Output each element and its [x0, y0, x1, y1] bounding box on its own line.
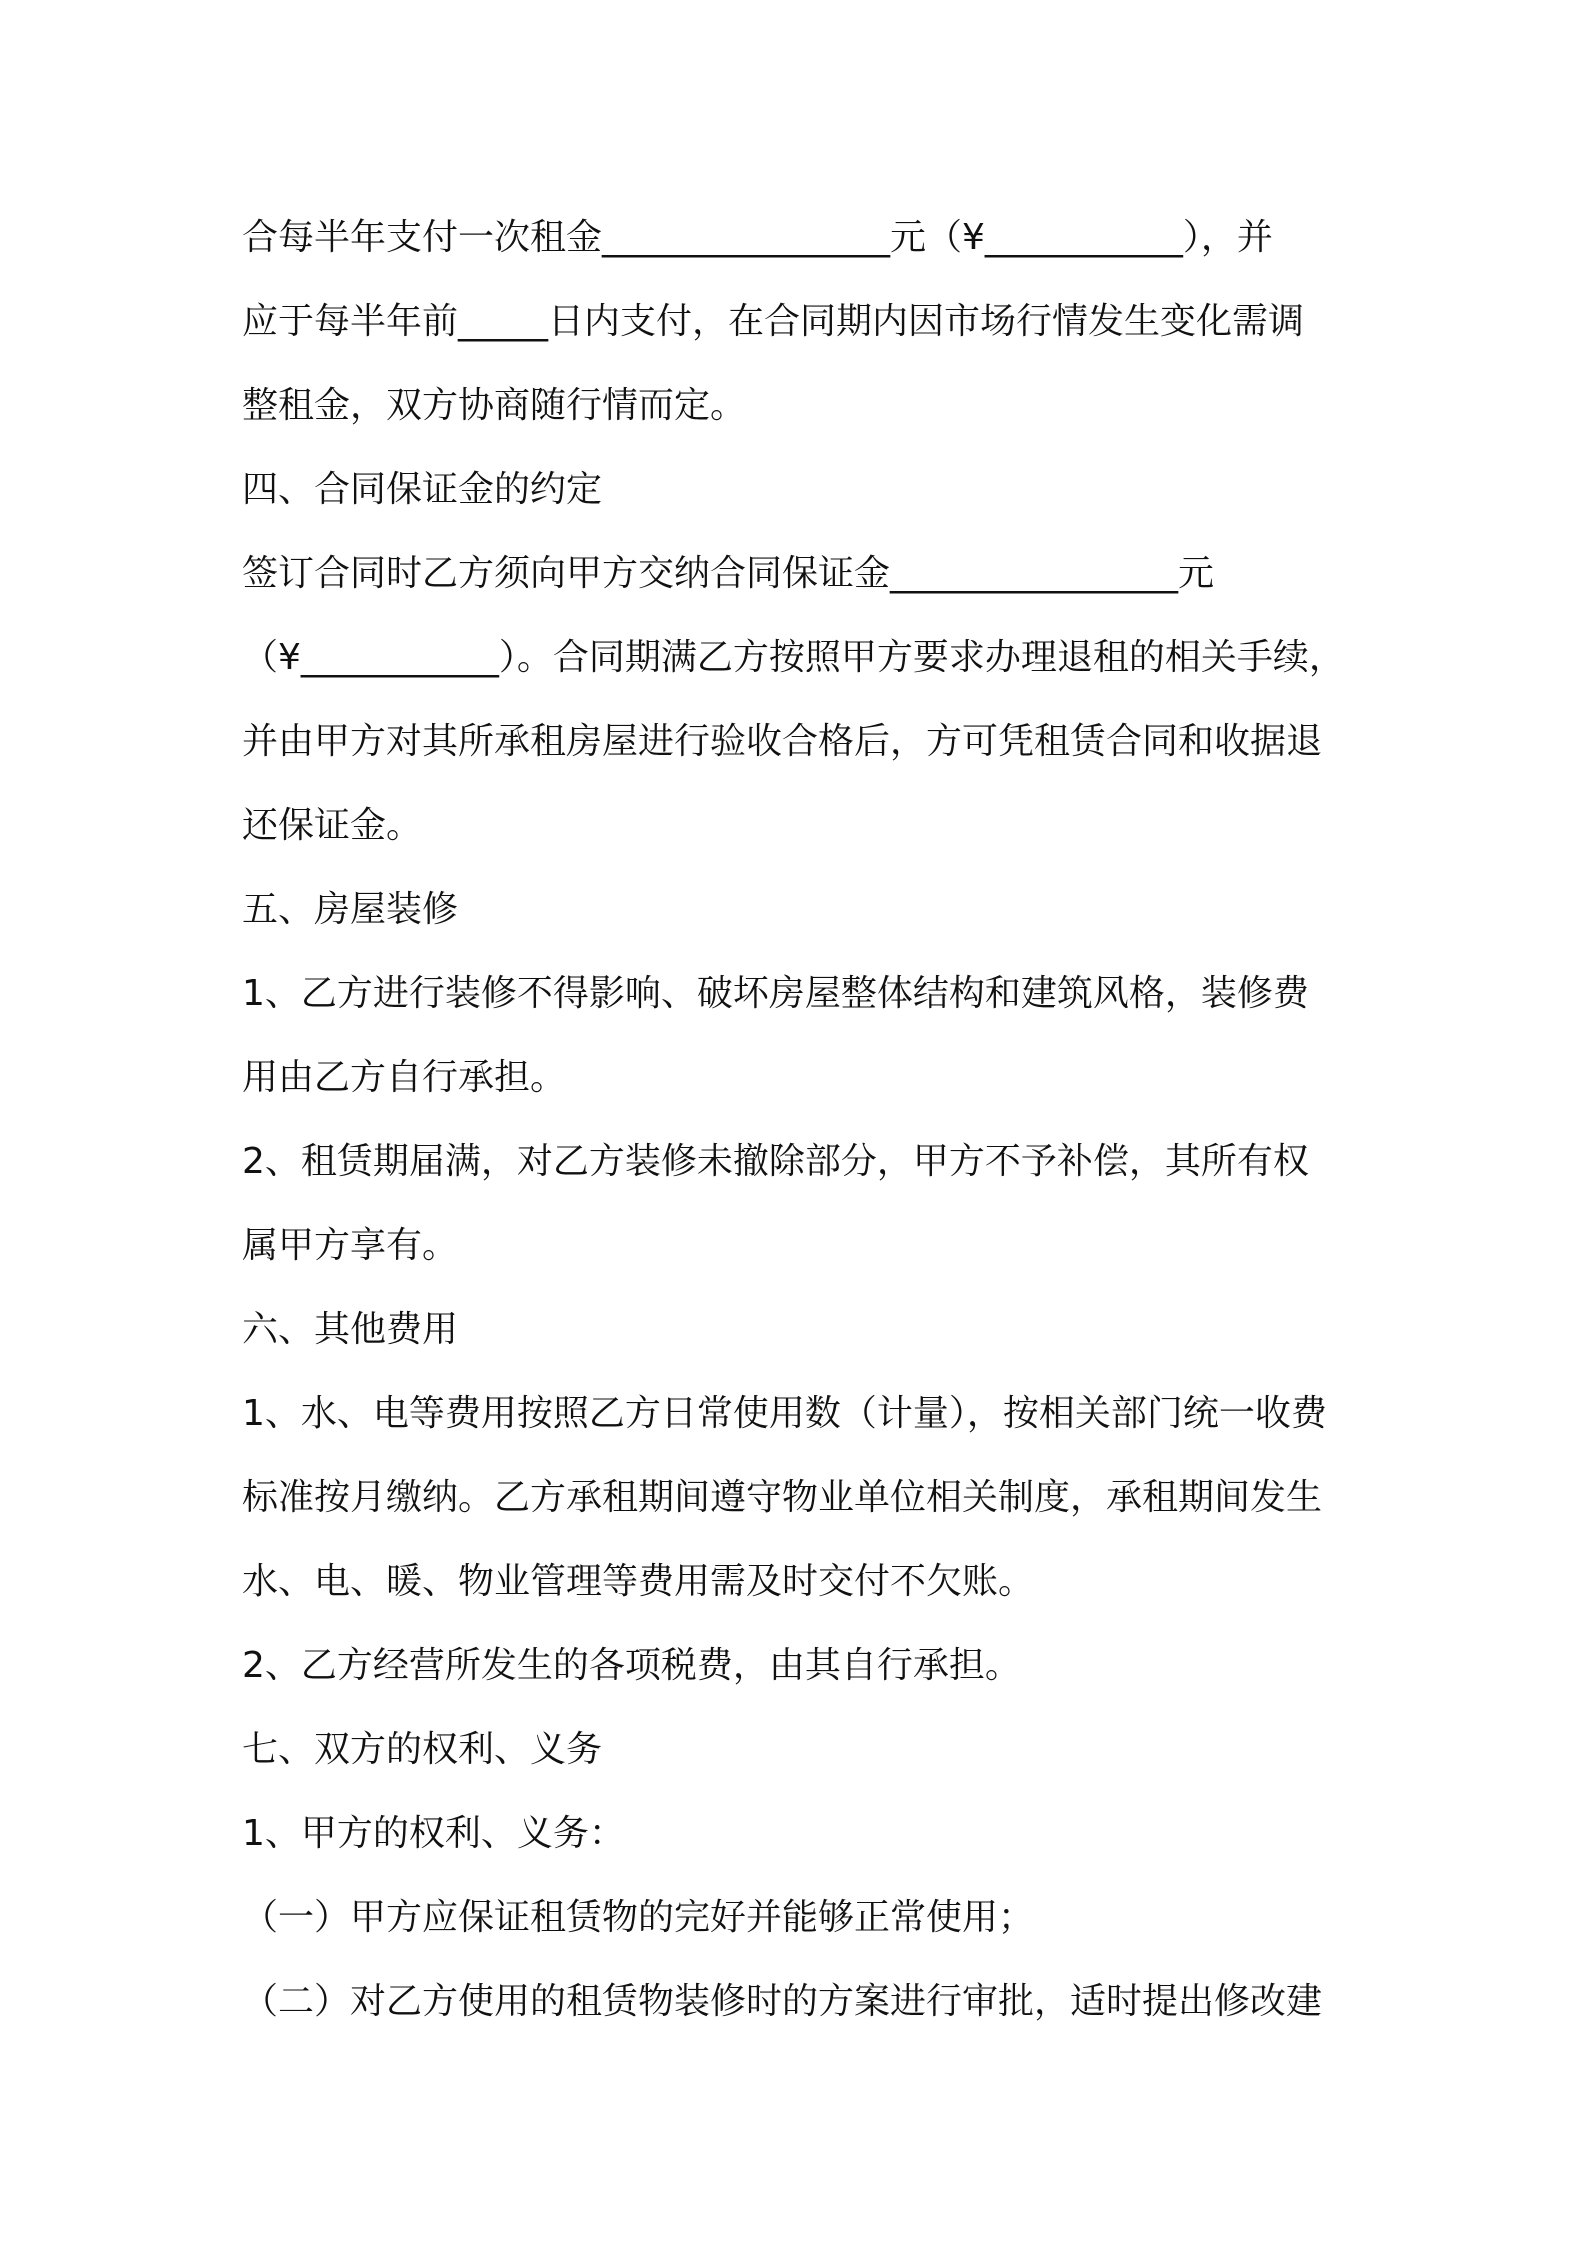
paragraph-line: 整租金，双方协商随行情而定。 — [242, 385, 747, 426]
paragraph-line: 2、乙方经营所发生的各项税费，由其自行承担。 — [242, 1645, 1021, 1686]
paragraph-line: （一）甲方应保证租赁物的完好并能够正常使用； — [242, 1897, 1035, 1938]
paragraph-line: 还保证金。 — [242, 805, 423, 846]
paragraph-line: （¥___________）。合同期满乙方按照甲方要求办理退租的相关手续， — [242, 637, 1345, 678]
paragraph-line: 2、租赁期届满，对乙方装修未撤除部分，甲方不予补偿，其所有权 — [242, 1141, 1309, 1182]
section-heading-renovation: 五、房屋装修 — [242, 889, 459, 930]
paragraph-line: 标准按月缴纳。乙方承租期间遵守物业单位相关制度，承租期间发生 — [242, 1477, 1323, 1518]
paragraph-line: 水、电、暖、物业管理等费用需及时交付不欠账。 — [242, 1561, 1035, 1602]
contract-body — [242, 196, 1362, 2044]
paragraph-line: 签订合同时乙方须向甲方交纳合同保证金________________元 — [242, 553, 1215, 594]
section-heading-other-fees: 六、其他费用 — [242, 1309, 459, 1350]
section-heading-deposit: 四、合同保证金的约定 — [242, 469, 603, 510]
paragraph-line: 并由甲方对其所承租房屋进行验收合格后，方可凭租赁合同和收据退 — [242, 721, 1323, 762]
paragraph-line: （二）对乙方使用的租赁物装修时的方案进行审批，适时提出修改建 — [242, 1981, 1323, 2022]
paragraph-line: 1、甲方的权利、义务： — [242, 1813, 625, 1854]
paragraph-line: 用由乙方自行承担。 — [242, 1057, 567, 1098]
section-heading-rights-duties: 七、双方的权利、义务 — [242, 1729, 603, 1770]
paragraph-line: 合每半年支付一次租金________________元（¥___________），并 — [242, 217, 1273, 258]
paragraph-line: 应于每半年前_____日内支付，在合同期内因市场行情发生变化需调 — [242, 301, 1305, 342]
paragraph-line: 1、乙方进行装修不得影响、破坏房屋整体结构和建筑风格，装修费 — [242, 973, 1309, 1014]
paragraph-line: 1、水、电等费用按照乙方日常使用数（计量），按相关部门统一收费 — [242, 1393, 1327, 1434]
paragraph-line: 属甲方享有。 — [242, 1225, 459, 1266]
